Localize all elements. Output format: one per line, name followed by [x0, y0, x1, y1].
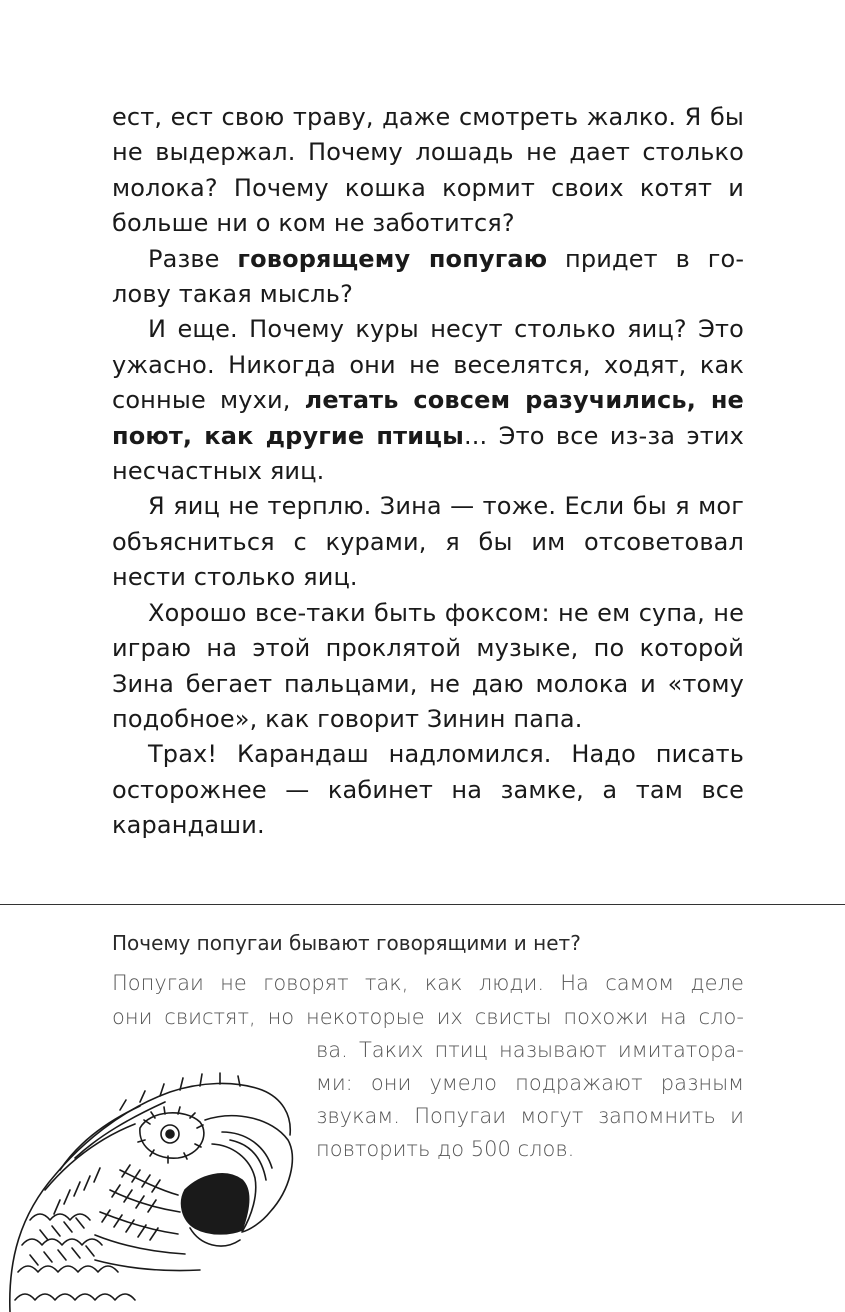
- paragraph-3-bold: летать совсем разучились, не поют, как другие птицы: [112, 386, 744, 450]
- sidebar-word: на: [660, 1005, 687, 1029]
- sidebar-word: свистят,: [164, 1005, 256, 1029]
- sidebar-word: имитатора-: [617, 1038, 744, 1062]
- paragraph-2-bold: говорящему попугаю: [237, 244, 548, 273]
- sidebar-word: Таких: [358, 1038, 424, 1062]
- sidebar-word: и: [730, 1104, 744, 1128]
- sidebar-word: как: [424, 971, 463, 995]
- sidebar-word: запомнить: [597, 1104, 716, 1128]
- parrot-illustration: [0, 1040, 300, 1312]
- sidebar-word: Попугаи: [112, 971, 204, 995]
- sidebar-line-3: [316, 1034, 744, 1067]
- sidebar-line-4: [316, 1067, 744, 1100]
- sidebar-word: сло-: [698, 1005, 744, 1029]
- sidebar-word: деле: [690, 971, 744, 995]
- sidebar-word: подражают: [515, 1071, 643, 1095]
- sidebar-word: люди.: [478, 971, 544, 995]
- sidebar-word: они: [112, 1005, 153, 1029]
- sidebar-word: они: [370, 1071, 412, 1095]
- section-divider: [0, 904, 845, 905]
- sidebar-word: ми:: [316, 1071, 353, 1095]
- sidebar-word: могут: [520, 1104, 584, 1128]
- paragraph-2-end: придет в голову такая мысль?: [112, 244, 744, 309]
- paragraph-1: ест, ест свою траву, даже смотреть жалко. Я бы не выдержал. Почему лошадь не дает столько молока? Почему кошка кормит своих котят и больше ни о ком не заботится?: [112, 103, 744, 238]
- sidebar-line-1: [112, 967, 744, 1000]
- sidebar-word: говорят: [263, 971, 349, 995]
- parrot-head-icon: [10, 1073, 293, 1312]
- sidebar-word: умело: [429, 1071, 497, 1095]
- sidebar-word: но: [267, 1005, 295, 1029]
- sidebar-word: не: [220, 971, 247, 995]
- sidebar-word: На: [560, 971, 589, 995]
- sidebar-word: ва.: [316, 1038, 348, 1062]
- paragraph-2: [112, 242, 744, 313]
- main-story-text: [112, 100, 744, 844]
- sidebar-line-6: повторить до 500 слов.: [316, 1137, 575, 1161]
- sidebar-word: разным: [660, 1071, 744, 1095]
- sidebar-word: некоторые: [306, 1005, 425, 1029]
- paragraph-3-start: И еще. Почему куры несут столько яиц? Это ужасно. Никогда они не веселятся, ходят, как сонные мухи,: [112, 315, 744, 415]
- paragraph-2-start: Разве: [148, 244, 238, 273]
- sidebar-word: Попугаи: [414, 1104, 507, 1128]
- paragraph-3: [112, 312, 744, 489]
- paragraph-5: Хорошо все-таки быть фоксом: не ем супа, не играю на этой проклятой музыке, по которой Зина бегает пальцами, не даю молока и «тому подобное», как говорит Зинин папа.: [112, 598, 744, 733]
- sidebar-line-5: [316, 1100, 744, 1133]
- sidebar-word: звукам.: [316, 1104, 400, 1128]
- sidebar-word: называют: [499, 1038, 607, 1062]
- sidebar-word: самом: [605, 971, 675, 995]
- sidebar-word: птиц: [434, 1038, 488, 1062]
- paragraph-6: Трах! Карандаш надломился. Надо писать осторожнее — кабинет на замке, а там все карандаши.: [112, 740, 744, 840]
- sidebar-word: похожи: [563, 1005, 649, 1029]
- sidebar-word: свисты: [474, 1005, 552, 1029]
- sidebar-word: так,: [364, 971, 409, 995]
- sidebar-word: их: [436, 1005, 463, 1029]
- paragraph-3-end: ... Это все из-за этих несчастных яиц.: [112, 421, 745, 486]
- sidebar-line-2: [112, 1001, 744, 1034]
- sidebar-title: Почему попугаи бывают говорящими и нет?: [112, 931, 581, 955]
- paragraph-4: Я яиц не терплю. Зина — тоже. Если бы я мог объясниться с курами, я бы им отсоветовал нести столько яиц.: [112, 492, 744, 592]
